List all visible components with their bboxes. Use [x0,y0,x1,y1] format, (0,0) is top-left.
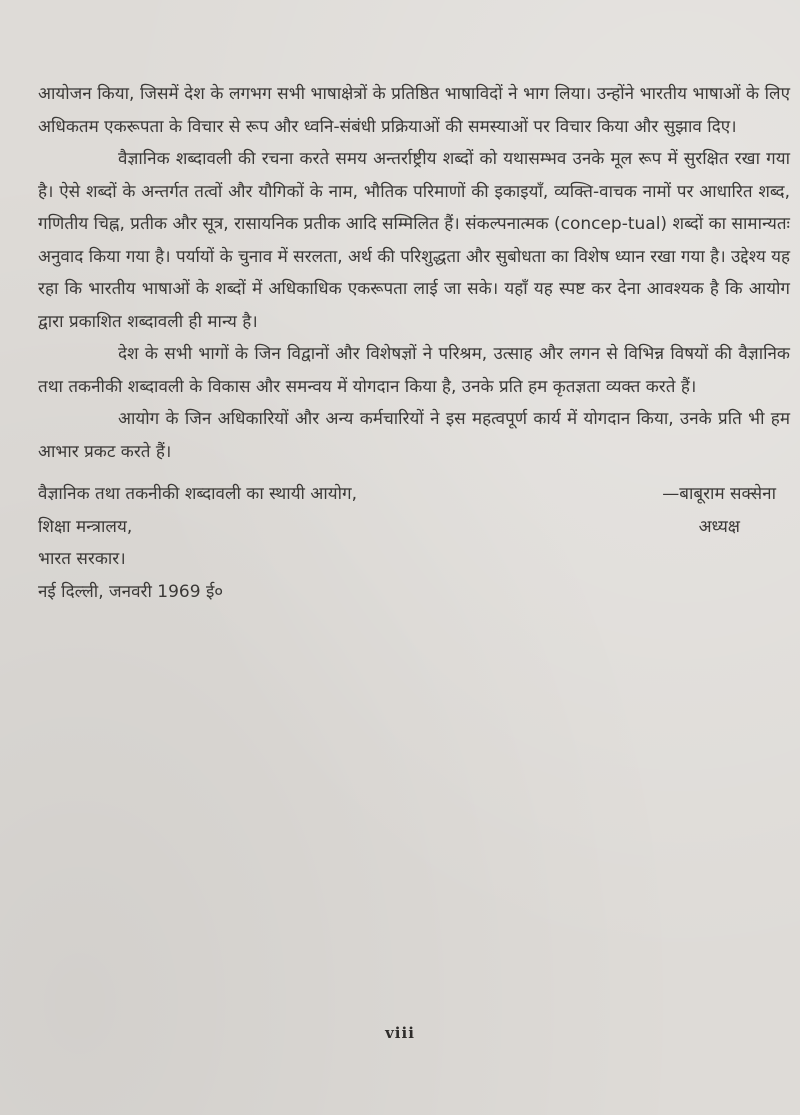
signature-place-date: नई दिल्ली, जनवरी 1969 ई० [38,581,224,602]
signatory-designation: अध्यक्ष [698,516,740,537]
signature-ministry: शिक्षा मन्त्रालय, [38,516,133,537]
body-text [38,78,790,468]
paragraph-terminology: वैज्ञानिक शब्दावली की रचना करते समय अन्तर्राष्ट्रीय शब्दों को यथासम्भव उनके मूल रूप में सुरक्षित रखा गया है। ऐसे शब्दों के अन्तर्गत तत्वों और यौगिकों के नाम, भौतिक परिमाणों की इकाइयाँ, व्यक्ति-वाचक नामों पर आधारित शब्द, गणितीय चिह्न, प्रतीक और सूत्र, रासायनिक प्रतीक आदि सम्मिलित हैं। संकल्पनात्मक (concep-tual) शब्दों का सामान्यतः अनुवाद किया गया है। पर्यायों के चुनाव में सरलता, अर्थ की परिशुद्धता और सुबोधता का विशेष ध्यान रखा गया है। उद्देश्य यह रहा कि भारतीय भाषाओं के शब्दों में अधिकाधिक एकरूपता लाई जा सके। यहाँ यह स्पष्ट कर देना आवश्यक है कि आयोग द्वारा प्रकाशित शब्दावली ही मान्य है। [38,149,790,332]
signature-row-1 [38,478,790,511]
signature-row-2 [38,511,790,544]
signature-block [38,478,790,608]
page-number: viii [385,1024,415,1042]
paragraph-gratitude-staff: आयोग के जिन अधिकारियों और अन्य कर्मचारियों ने इस महत्वपूर्ण कार्य में योगदान किया, उनके प्रति भी हम आभार प्रकट करते हैं। [38,409,790,462]
signature-row-4 [38,576,790,609]
signature-government: भारत सरकार। [38,549,126,569]
signatory-name: —बाबूराम सक्सेना [662,484,776,504]
paragraph-gratitude-scholars: देश के सभी भागों के जिन विद्वानों और विशेषज्ञों ने परिश्रम, उत्साह और लगन से विभिन्न विषयों की वैज्ञानिक तथा तकनीकी शब्दावली के विकास और समन्वय में योगदान किया है, उनके प्रति हम कृतज्ञता व्यक्त करते हैं। [38,344,790,397]
signature-organization: वैज्ञानिक तथा तकनीकी शब्दावली का स्थायी आयोग, [38,484,357,504]
paragraph-intro: आयोजन किया, जिसमें देश के लगभग सभी भाषाक्षेत्रों के प्रतिष्ठित भाषाविदों ने भाग लिया। उन्होंने भारतीय भाषाओं के लिए अधिकतम एकरूपता के विचार से रूप और ध्वनि-संबंधी प्रक्रियाओं की समस्याओं पर विचार किया और सुझाव दिए। [38,84,790,137]
signature-row-3 [38,543,790,576]
